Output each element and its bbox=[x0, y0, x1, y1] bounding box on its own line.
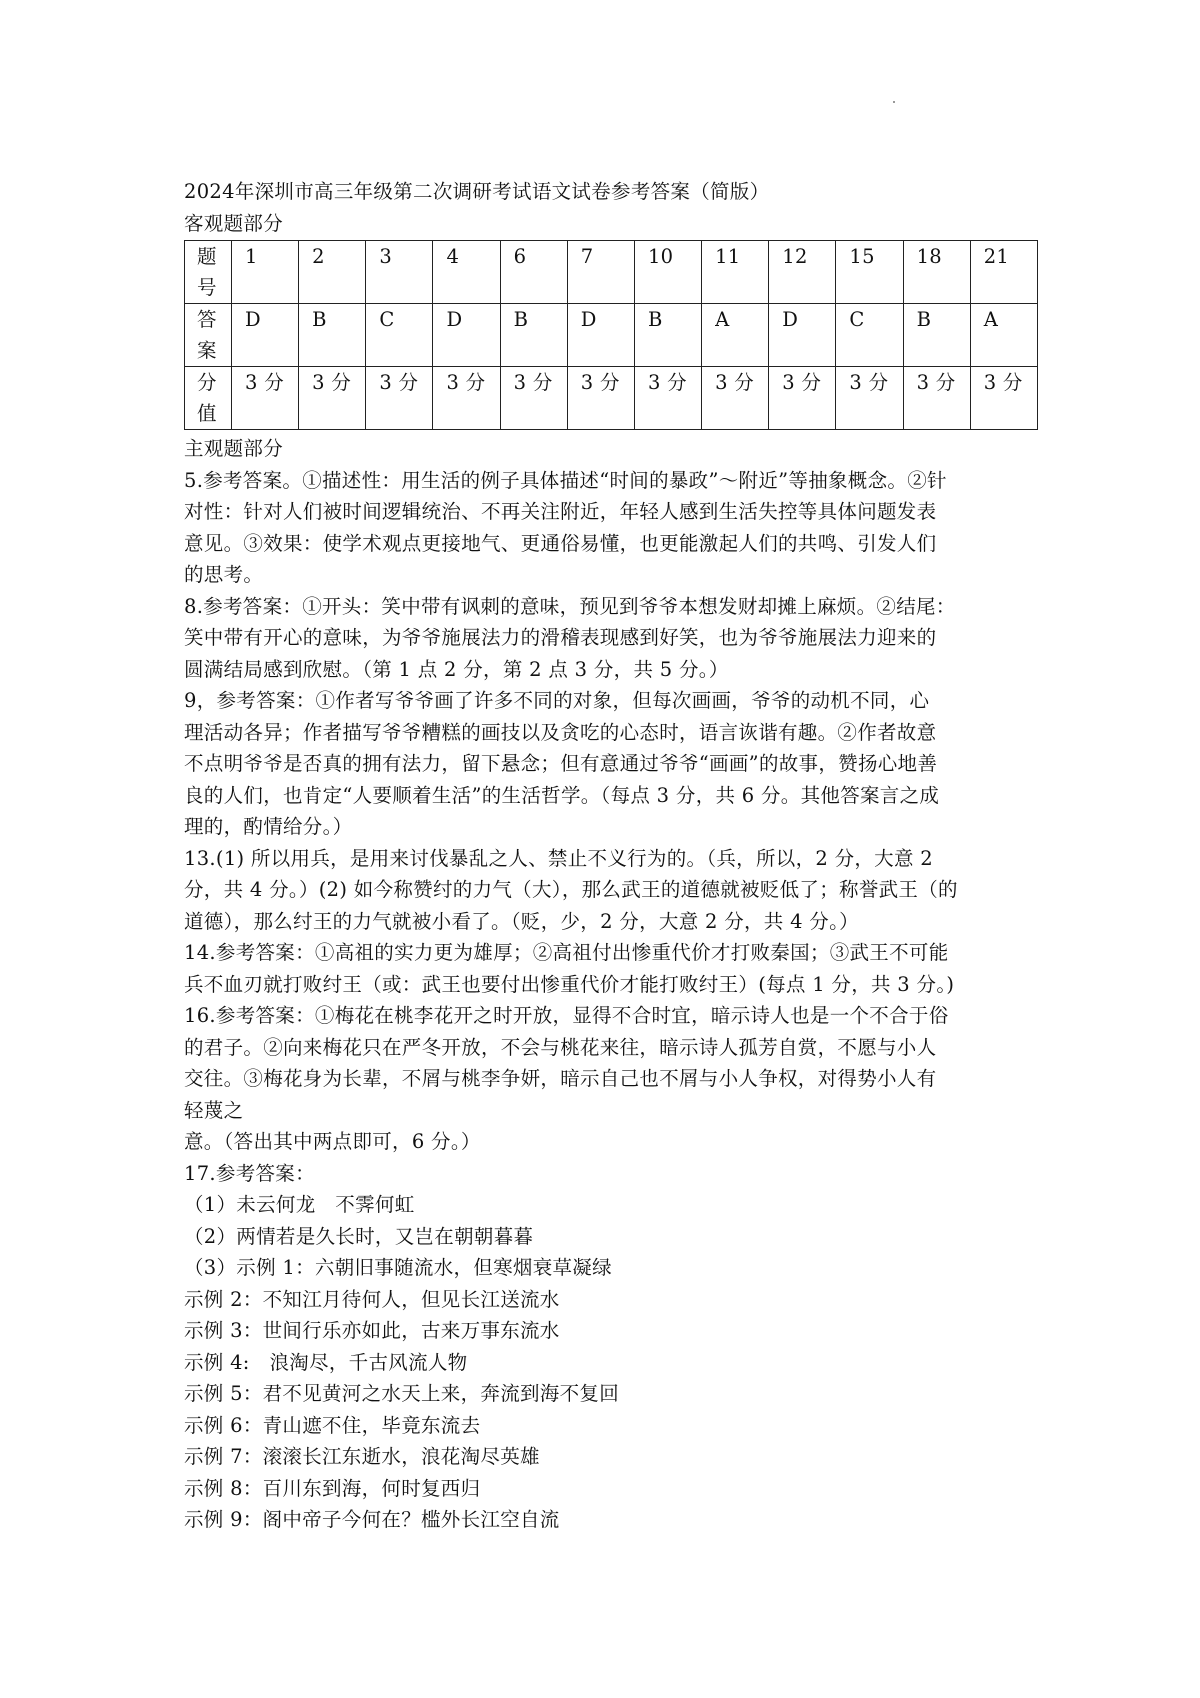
text-line: 示例 9：阁中帝子今何在？槛外长江空自流 bbox=[184, 1508, 560, 1531]
table-cell: 12 bbox=[769, 241, 836, 304]
text-line: 轻蔑之 bbox=[184, 1098, 244, 1122]
table-cell: 3 分 bbox=[232, 367, 299, 430]
answer-q5 bbox=[184, 465, 1038, 591]
answer-key-page bbox=[184, 176, 1038, 1536]
table-cell: 3 分 bbox=[299, 367, 366, 430]
text-line: 示例 8：百川东到海，何时复西归 bbox=[184, 1476, 481, 1500]
text-line: （2）两情若是久长时，又岂在朝朝暮暮 bbox=[184, 1224, 534, 1248]
text-line: 14.参考答案：①高祖的实力更为雄厚；②高祖付出惨重代价才打败秦国；③武王不可能 bbox=[184, 941, 949, 964]
text-line: 示例 6：青山遮不住，毕竟东流去 bbox=[184, 1413, 481, 1437]
table-cell: 18 bbox=[903, 241, 970, 304]
document-title: 2024年深圳市高三年级第二次调研考试语文试卷参考答案（简版） bbox=[184, 180, 770, 203]
text-line: 不点明爷爷是否真的拥有法力，留下悬念；但有意通过爷爷“画画”的故事，赞扬心地善 bbox=[184, 752, 938, 775]
table-cell: D bbox=[433, 304, 500, 367]
answer-q14 bbox=[184, 937, 1038, 1000]
table-cell: B bbox=[634, 304, 701, 367]
table-cell: D bbox=[769, 304, 836, 367]
table-row-scores bbox=[185, 367, 1038, 430]
row-label-answers: 答案 bbox=[185, 304, 232, 367]
table-cell: 10 bbox=[634, 241, 701, 304]
text-line: 8.参考答案：①开头：笑中带有讽刺的意味，预见到爷爷本想发财却摊上麻烦。②结尾： bbox=[184, 594, 956, 618]
text-line: 5.参考答案。①描述性：用生活的例子具体描述“时间的暴政”～附近”等抽象概念。②针 bbox=[184, 468, 947, 492]
text-line: 兵不血刃就打败纣王（或：武王也要付出惨重代价才能打败纣王）(每点 1 分，共 3 分。) bbox=[184, 972, 955, 996]
row-label-scores: 分值 bbox=[185, 367, 232, 430]
table-row-answers bbox=[185, 304, 1038, 367]
table-cell: 6 bbox=[500, 241, 567, 304]
text-line: 分，共 4 分。）(2) 如今称赞纣的力气（大），那么武王的道德就被贬低了；称誉武王（的 bbox=[184, 878, 958, 901]
answer-q9 bbox=[184, 685, 1038, 843]
table-cell: 2 bbox=[299, 241, 366, 304]
text-line: （1）未云何龙 不霁何虹 bbox=[184, 1193, 415, 1216]
table-cell: B bbox=[500, 304, 567, 367]
text-line: 示例 2：不知江月待何人，但见长江送流水 bbox=[184, 1287, 560, 1311]
table-cell: 3 分 bbox=[903, 367, 970, 430]
text-line: 交往。③梅花身为长辈，不屑与桃李争妍，暗示自己也不屑与小人争权，对得势小人有 bbox=[184, 1067, 937, 1090]
objective-section-heading: 客观题部分 bbox=[184, 211, 284, 235]
table-cell: A bbox=[702, 304, 769, 367]
table-cell: 3 分 bbox=[500, 367, 567, 430]
objective-answer-table bbox=[184, 240, 1038, 430]
text-line: 理的，酌情给分。） bbox=[184, 815, 353, 838]
table-cell: D bbox=[232, 304, 299, 367]
text-line: 示例 7：滚滚长江东逝水，浪花淘尽英雄 bbox=[184, 1445, 540, 1468]
text-line: 示例 5：君不见黄河之水天上来，奔流到海不复回 bbox=[184, 1382, 620, 1405]
table-cell: B bbox=[903, 304, 970, 367]
text-line: 意见。③效果：使学术观点更接地气、更通俗易懂，也更能激起人们的共鸣、引发人们 bbox=[184, 531, 937, 555]
text-line: 对性：针对人们被时间逻辑统治、不再关注附近，年轻人感到生活失控等具体问题发表 bbox=[184, 500, 937, 523]
table-cell: C bbox=[366, 304, 433, 367]
table-cell: C bbox=[836, 304, 903, 367]
text-line: 9，参考答案：①作者写爷爷画了许多不同的对象，但每次画画，爷爷的动机不同，心 bbox=[184, 689, 930, 712]
table-cell: 15 bbox=[836, 241, 903, 304]
scan-speck bbox=[893, 101, 895, 103]
table-row-numbers bbox=[185, 241, 1038, 304]
text-line: 笑中带有开心的意味，为爷爷施展法力的滑稽表现感到好笑，也为爷爷施展法力迎来的 bbox=[184, 626, 937, 649]
table-cell: 7 bbox=[567, 241, 634, 304]
table-cell: 3 bbox=[366, 241, 433, 304]
table-cell: 4 bbox=[433, 241, 500, 304]
text-line: 圆满结局感到欣慰。（第 1 点 2 分，第 2 点 3 分，共 5 分。） bbox=[184, 657, 729, 681]
text-line: （3）示例 1：六朝旧事随流水，但寒烟衰草凝绿 bbox=[184, 1256, 612, 1279]
subjective-section-heading: 主观题部分 bbox=[184, 437, 284, 460]
table-cell: 21 bbox=[970, 241, 1037, 304]
text-line: 示例 3：世间行乐亦如此，古来万事东流水 bbox=[184, 1319, 560, 1342]
answer-q16 bbox=[184, 1000, 1038, 1158]
text-line: 16.参考答案：①梅花在桃李花开之时开放，显得不合时宜，暗示诗人也是一个不合于俗 bbox=[184, 1004, 949, 1027]
table-cell: D bbox=[567, 304, 634, 367]
answer-q13 bbox=[184, 843, 1038, 938]
table-cell: 3 分 bbox=[702, 367, 769, 430]
text-line: 意。（答出其中两点即可，6 分。） bbox=[184, 1130, 481, 1153]
table-cell: 11 bbox=[702, 241, 769, 304]
answer-q8 bbox=[184, 591, 1038, 686]
text-line: 的思考。 bbox=[184, 563, 264, 586]
table-cell: 3 分 bbox=[433, 367, 500, 430]
table-cell: A bbox=[970, 304, 1037, 367]
table-cell: B bbox=[299, 304, 366, 367]
text-line: 良的人们，也肯定“人要顺着生活”的生活哲学。（每点 3 分，共 6 分。其他答案言之成 bbox=[184, 783, 940, 807]
table-cell: 3 分 bbox=[366, 367, 433, 430]
answer-q17 bbox=[184, 1158, 1038, 1536]
row-label-numbers: 题号 bbox=[185, 241, 232, 304]
text-line: 道德），那么纣王的力气就被小看了。（贬，少，2 分，大意 2 分，共 4 分。） bbox=[184, 909, 859, 933]
table-cell: 3 分 bbox=[769, 367, 836, 430]
text-line: 理活动各异；作者描写爷爷糟糕的画技以及贪吃的心态时，语言诙谐有趣。②作者故意 bbox=[184, 720, 937, 744]
table-cell: 1 bbox=[232, 241, 299, 304]
text-line: 17.参考答案： bbox=[184, 1161, 315, 1185]
table-cell: 3 分 bbox=[836, 367, 903, 430]
table-cell: 3 分 bbox=[970, 367, 1037, 430]
text-line: 示例 4: 浪淘尽，千古风流人物 bbox=[184, 1350, 468, 1374]
text-line: 13.(1) 所以用兵，是用来讨伐暴乱之人、禁止不义行为的。（兵，所以，2 分，大意 2 bbox=[184, 846, 933, 870]
text-line: 的君子。②向来梅花只在严冬开放，不会与桃花来往，暗示诗人孤芳自赏，不愿与小人 bbox=[184, 1035, 937, 1059]
table-cell: 3 分 bbox=[634, 367, 701, 430]
table-cell: 3 分 bbox=[567, 367, 634, 430]
